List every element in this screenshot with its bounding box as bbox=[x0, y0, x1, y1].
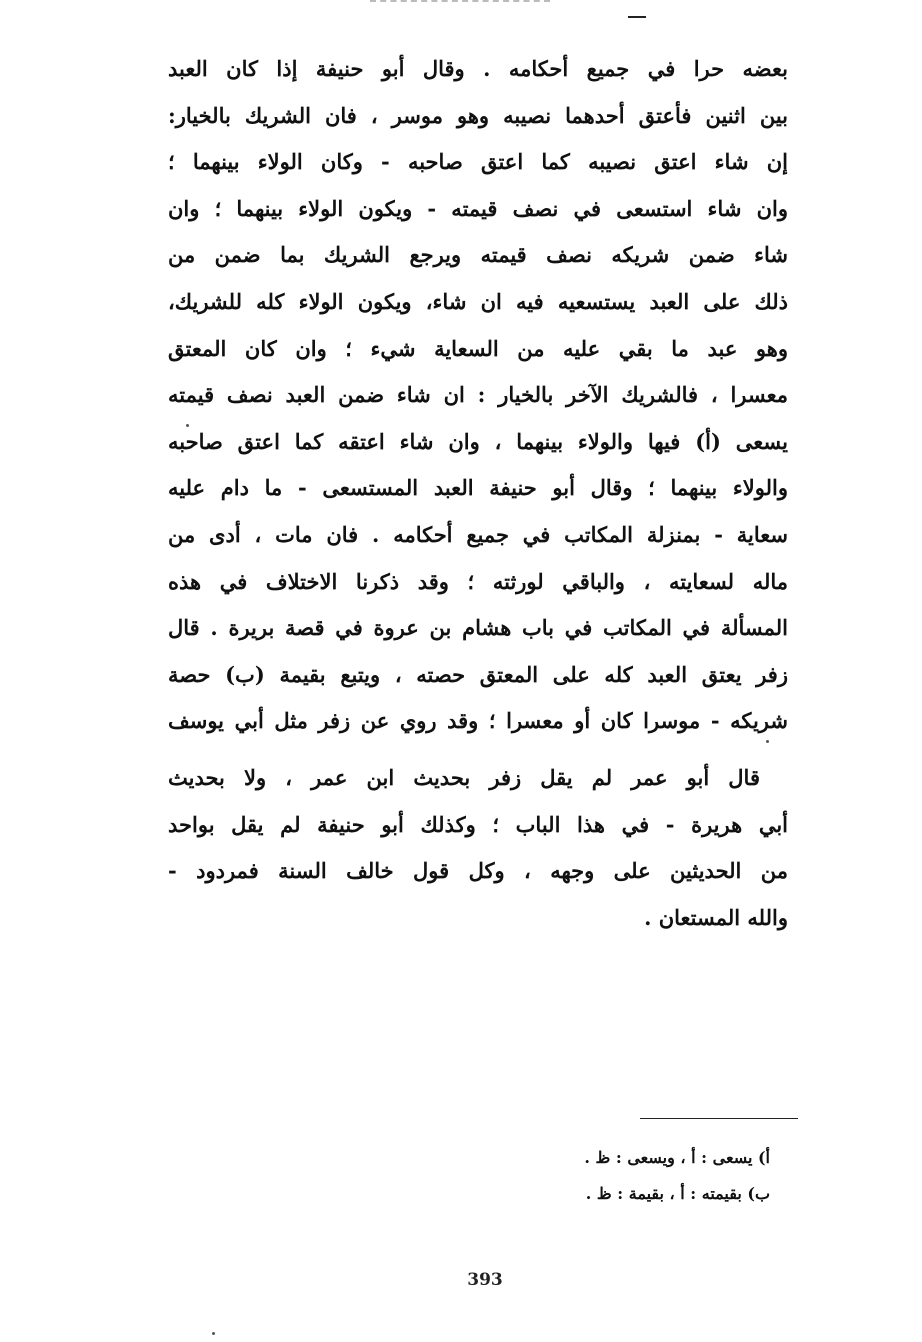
text-line: من الحديثين على وجهه ، وكل قول خالف السنة فمردود - bbox=[168, 858, 788, 884]
text-line: شاء ضمن شريكه نصف قيمته ويرجع الشريك بما ضمن من bbox=[168, 242, 788, 268]
text-line: معسرا ، فالشريك الآخر بالخيار : ان شاء ضمن العبد نصف قيمته bbox=[168, 382, 788, 408]
main-text bbox=[168, 46, 788, 941]
text-line: بين اثنين فأعتق أحدهما نصيبه وهو موسر ، فان الشريك بالخيار: bbox=[168, 102, 788, 128]
scan-top-mark bbox=[370, 0, 550, 8]
footnote-divider bbox=[640, 1118, 798, 1119]
text-line: إن شاء اعتق نصيبه كما اعتق صاحبه - وكان الولاء بينهما ؛ bbox=[168, 149, 788, 175]
footnote-b: ب) بقيمته : أ ، بقيمة : ظ . bbox=[585, 1184, 770, 1203]
scan-speck bbox=[212, 1332, 215, 1335]
text-line: شريكه - موسرا كان أو معسرا ؛ وقد روي عن زفر مثل أبي يوسف bbox=[168, 708, 788, 734]
text-line: وان شاء استسعى في نصف قيمته - ويكون الولاء بينهما ؛ وان bbox=[168, 195, 788, 221]
scan-top-dash bbox=[628, 16, 646, 18]
text-line: سعاية - بمنزلة المكاتب في جميع أحكامه . فان مات ، أدى من bbox=[168, 521, 788, 547]
text-line: والولاء بينهما ؛ وقال أبو حنيفة العبد المستسعى - ما دام عليه bbox=[168, 475, 788, 501]
text-line: زفر يعتق العبد كله على المعتق حصته ، ويتبع بقيمة (ب) حصة bbox=[168, 661, 788, 687]
scan-speck bbox=[186, 424, 189, 427]
scan-speck bbox=[766, 740, 769, 743]
text-line: أبي هريرة - في هذا الباب ؛ وكذلك أبو حنيفة لم يقل بواحد bbox=[168, 811, 788, 837]
footnotes bbox=[440, 1140, 770, 1212]
text-line: والله المستعان . bbox=[644, 904, 788, 930]
text-line: قال أبو عمر لم يقل زفر بحديث ابن عمر ، ولا بحديث bbox=[168, 764, 760, 790]
footnote-a: أ) يسعى : أ ، ويسعى : ظ . bbox=[584, 1148, 770, 1167]
text-line: بعضه حرا في جميع أحكامه . وقال أبو حنيفة إذا كان العبد bbox=[168, 56, 788, 81]
text-line: المسألة في المكاتب في باب هشام بن عروة في قصة بريرة . قال bbox=[168, 615, 788, 641]
page-number: 393 bbox=[467, 1270, 503, 1290]
paragraph-1 bbox=[168, 46, 788, 745]
text-line: وهو عبد ما بقي عليه من السعاية شيء ؛ وان كان المعتق bbox=[168, 335, 788, 361]
text-line: ماله لسعايته ، والباقي لورثته ؛ وقد ذكرنا الاختلاف في هذه bbox=[168, 568, 788, 594]
paragraph-2 bbox=[168, 755, 788, 941]
text-line: يسعى (أ) فيها والولاء بينهما ، وان شاء اعتقه كما اعتق صاحبه bbox=[168, 428, 788, 454]
text-line: ذلك على العبد يستسعيه فيه ان شاء، ويكون الولاء كله للشريك، bbox=[168, 288, 788, 314]
